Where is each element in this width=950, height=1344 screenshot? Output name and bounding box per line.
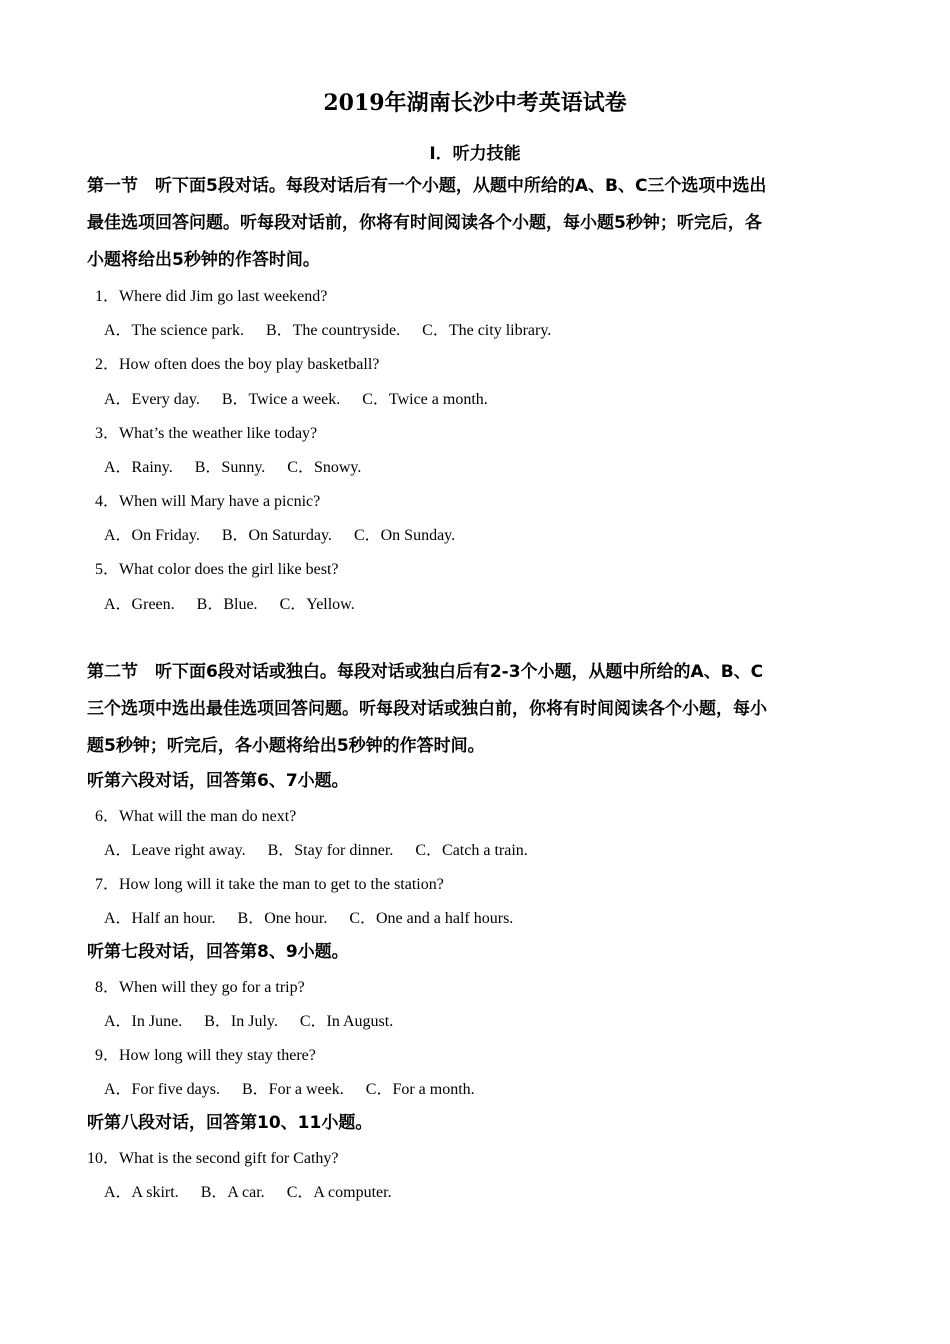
question-6-text: 6．What will the man do next?	[95, 808, 297, 825]
option-b: B．Sunny.	[194, 459, 266, 476]
instruction-line: 三个选项中选出最佳选项回答问题。听每段对话或独白前，你将有时间阅读各个小题，每小	[87, 699, 767, 719]
option-c: C．The city library.	[422, 322, 552, 339]
section-2-instructions	[87, 654, 857, 765]
option-b: B．For a week.	[242, 1081, 344, 1098]
option-c: C．Catch a train.	[415, 842, 528, 859]
option-a: A．Every day.	[104, 391, 200, 408]
dialogue-6-heading: 听第六段对话，回答第6、7小题。	[87, 771, 349, 791]
question-8-options	[104, 1010, 411, 1034]
option-c: C．On Sunday.	[353, 527, 456, 544]
option-c: C．A computer.	[286, 1184, 392, 1201]
dialogue-7-heading: 听第七段对话，回答第8、9小题。	[87, 942, 349, 962]
option-a: A．Leave right away.	[104, 842, 246, 859]
option-b: B．Blue.	[196, 596, 258, 613]
question-3-options	[104, 456, 379, 480]
option-b: B．Stay for dinner.	[267, 842, 394, 859]
option-a: A．The science park.	[104, 322, 244, 339]
question-7-options	[104, 907, 531, 931]
question-5-text: 5．What color does the girl like best?	[95, 561, 339, 578]
option-a: A．In June.	[104, 1013, 183, 1030]
option-b: B．A car.	[200, 1184, 265, 1201]
part-title: I．听力技能	[429, 144, 521, 164]
dialogue-8-heading: 听第八段对话，回答第10、11小题。	[87, 1113, 373, 1133]
option-c: C．Twice a month.	[362, 391, 488, 408]
option-c: C．One and a half hours.	[349, 910, 514, 927]
question-10-options	[104, 1181, 410, 1205]
instruction-line: 小题将给出5秒钟的作答时间。	[87, 250, 320, 270]
instruction-line: 第一节 听下面5段对话。每段对话后有一个小题，从题中所给的A、B、C三个选项中选出	[87, 176, 767, 196]
option-c: C．In August.	[299, 1013, 394, 1030]
option-b: B．In July.	[204, 1013, 278, 1030]
option-a: A．Half an hour.	[104, 910, 216, 927]
option-c: C．Snowy.	[287, 459, 362, 476]
question-1-text: 1．Where did Jim go last weekend?	[95, 288, 328, 305]
option-a: A．Rainy.	[104, 459, 173, 476]
option-a: A．On Friday.	[104, 527, 200, 544]
option-b: B．On Saturday.	[221, 527, 332, 544]
question-10-text: 10．What is the second gift for Cathy?	[87, 1150, 339, 1167]
question-4-text: 4．When will Mary have a picnic?	[95, 493, 321, 510]
section-1-instructions	[87, 168, 857, 279]
instruction-line: 最佳选项回答问题。听每段对话前，你将有时间阅读各个小题，每小题5秒钟；听完后，各	[87, 213, 762, 233]
instruction-line: 第二节 听下面6段对话或独白。每段对话或独白后有2-3个小题，从题中所给的A、B、C	[87, 662, 764, 682]
question-9-options	[104, 1078, 493, 1102]
question-6-options	[104, 839, 546, 863]
question-5-options	[104, 593, 373, 617]
option-b: B．Twice a week.	[221, 391, 341, 408]
option-a: A．Green.	[104, 596, 175, 613]
question-1-options	[104, 319, 569, 343]
option-a: A．A skirt.	[104, 1184, 179, 1201]
option-c: C．Yellow.	[279, 596, 355, 613]
option-b: B．One hour.	[237, 910, 328, 927]
option-c: C．For a month.	[365, 1081, 475, 1098]
question-8-text: 8．When will they go for a trip?	[95, 979, 305, 996]
question-9-text: 9．How long will they stay there?	[95, 1047, 316, 1064]
question-3-text: 3．What’s the weather like today?	[95, 425, 318, 442]
page-title: 2019年湖南长沙中考英语试卷	[323, 90, 627, 116]
option-b: B．The countryside.	[265, 322, 401, 339]
question-7-text: 7．How long will it take the man to get to the station?	[95, 876, 444, 893]
instruction-line: 题5秒钟；听完后，各小题将给出5秒钟的作答时间。	[87, 736, 485, 756]
question-2-text: 2．How often does the boy play basketball?	[95, 356, 380, 373]
option-a: A．For five days.	[104, 1081, 220, 1098]
question-2-options	[104, 388, 506, 412]
question-4-options	[104, 524, 473, 548]
